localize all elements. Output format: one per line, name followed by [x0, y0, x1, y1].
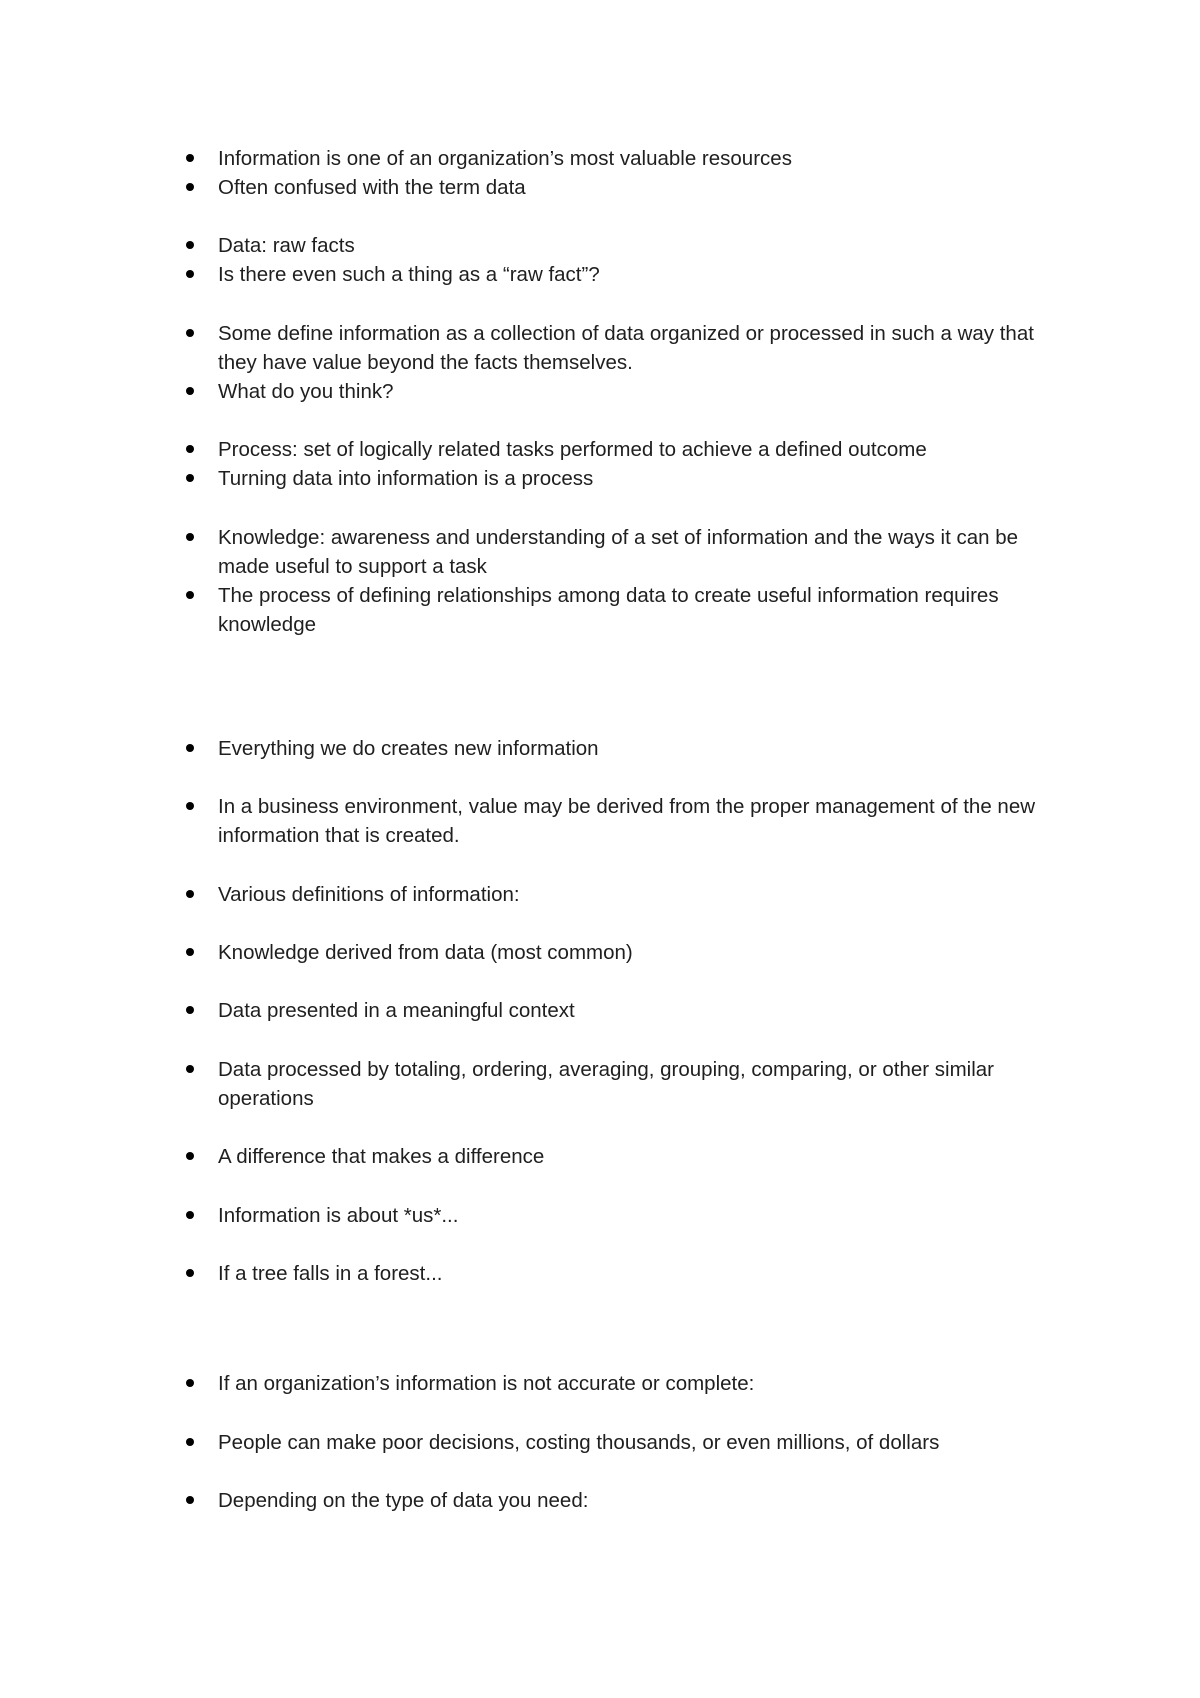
- list-item: [218, 523, 1068, 581]
- list-item-text: If a tree falls in a forest...: [218, 1262, 443, 1285]
- list-item-text: Some define information as a collection of data organized or processed in such a way that they have value beyond the facts themselves.: [218, 322, 1034, 374]
- bullet-icon: [186, 1496, 194, 1504]
- list-item: [218, 144, 1068, 173]
- list-item-text: Data presented in a meaningful context: [218, 999, 575, 1022]
- list-item: [218, 173, 1068, 202]
- list-item-text: People can make poor decisions, costing thousands, or even millions, of dollars: [218, 1431, 940, 1454]
- list-item: [218, 1428, 1068, 1457]
- bullet-icon: [186, 890, 194, 898]
- bullet-icon: [186, 533, 194, 541]
- list-item: [218, 1369, 1068, 1398]
- list-item-text: Turning data into information is a process: [218, 467, 594, 490]
- list-item: [218, 996, 1068, 1025]
- list-item-text: Is there even such a thing as a “raw fact”?: [218, 263, 600, 286]
- list-item-text: Knowledge: awareness and understanding of a set of information and the ways it can be made useful to support a task: [218, 526, 1019, 578]
- list-item-text: A difference that makes a difference: [218, 1145, 545, 1168]
- bullet-icon: [186, 329, 194, 337]
- bullet-icon: [186, 474, 194, 482]
- list-item-text: Depending on the type of data you need:: [218, 1489, 589, 1512]
- list-item-text: Process: set of logically related tasks performed to achieve a defined outcome: [218, 438, 927, 461]
- bullet-icon: [186, 241, 194, 249]
- bullet-icon: [186, 270, 194, 278]
- list-item: [218, 581, 1068, 639]
- bullet-icon: [186, 1379, 194, 1387]
- list-item-text: Various definitions of information:: [218, 883, 520, 906]
- list-item: [218, 377, 1068, 406]
- bullet-icon: [186, 1211, 194, 1219]
- list-item-text: Everything we do creates new information: [218, 737, 599, 760]
- list-item: [218, 319, 1068, 377]
- list-item: [218, 1486, 1068, 1515]
- list-item: [218, 435, 1068, 464]
- bullet-icon: [186, 1438, 194, 1446]
- bullet-icon: [186, 744, 194, 752]
- list-item: [218, 1201, 1068, 1230]
- list-item: [218, 734, 1068, 763]
- bullet-icon: [186, 802, 194, 810]
- list-item-text: Often confused with the term data: [218, 176, 526, 199]
- list-item-text: Information is one of an organization’s most valuable resources: [218, 147, 792, 170]
- list-item-text: Knowledge derived from data (most common): [218, 941, 633, 964]
- bullet-icon: [186, 387, 194, 395]
- list-item: [218, 1259, 1068, 1288]
- bullet-icon: [186, 948, 194, 956]
- bullet-icon: [186, 154, 194, 162]
- list-item-text: In a business environment, value may be derived from the proper management of the new information that is created.: [218, 795, 1036, 847]
- list-item-text: What do you think?: [218, 380, 394, 403]
- bullet-icon: [186, 591, 194, 599]
- list-item: [218, 260, 1068, 289]
- list-item-text: Information is about *us*...: [218, 1204, 459, 1227]
- list-item-text: Data processed by totaling, ordering, averaging, grouping, comparing, or other similar operations: [218, 1058, 994, 1110]
- bullet-icon: [186, 1152, 194, 1160]
- list-item-text: If an organization’s information is not accurate or complete:: [218, 1372, 755, 1395]
- list-item: [218, 1142, 1068, 1171]
- bullet-icon: [186, 1269, 194, 1277]
- bullet-icon: [186, 1065, 194, 1073]
- bullet-icon: [186, 445, 194, 453]
- list-item-text: Data: raw facts: [218, 234, 355, 257]
- list-item-text: The process of defining relationships among data to create useful information requires knowledge: [218, 584, 999, 636]
- list-item: [218, 231, 1068, 260]
- bullet-icon: [186, 1006, 194, 1014]
- list-item: [218, 880, 1068, 909]
- list-item: [218, 792, 1068, 850]
- list-item: [218, 464, 1068, 493]
- list-item: [218, 938, 1068, 967]
- list-item: [218, 1055, 1068, 1113]
- bullet-icon: [186, 183, 194, 191]
